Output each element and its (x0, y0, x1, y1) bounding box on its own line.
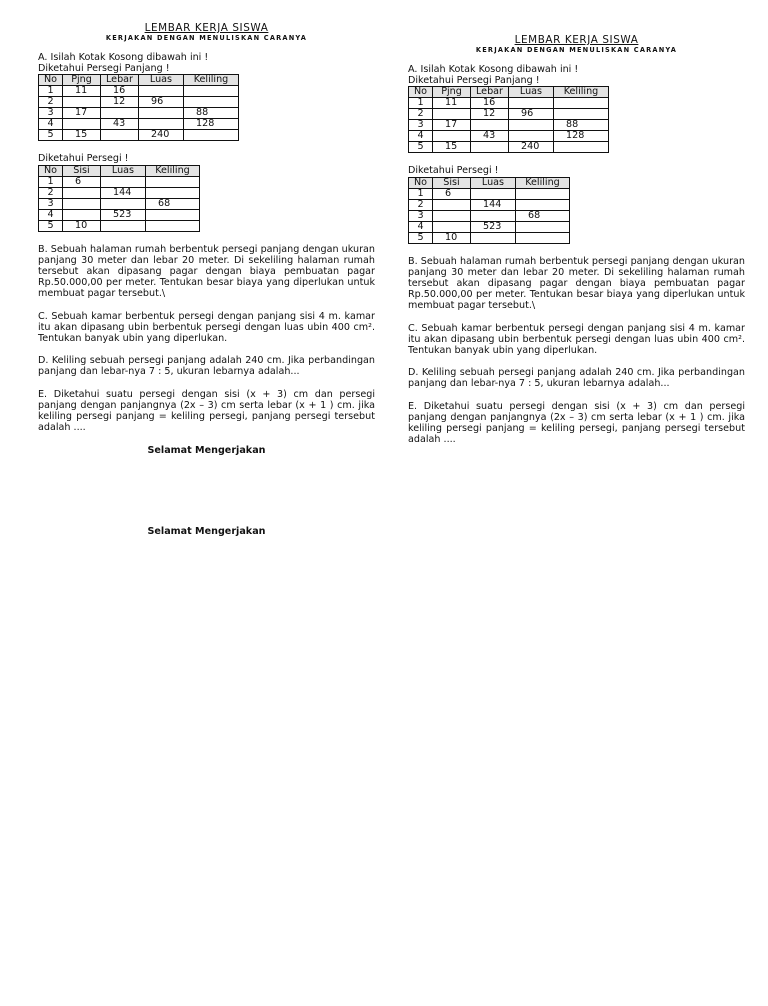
problem-d: D. Keliling sebuah persegi panjang adalah 240 cm. Jika perbandingan panjang dan lebar-nya 7 : 5, ukuran lebarnya adalah... (408, 367, 745, 390)
table-cell: 5 (39, 220, 63, 231)
table-header-cell: No (409, 177, 433, 188)
table-cell: 144 (101, 187, 146, 198)
table-cell: 2 (409, 199, 433, 210)
square-heading: Diketahui Persegi ! (38, 153, 129, 165)
table-header-cell: No (39, 75, 63, 86)
table-cell: 5 (409, 142, 433, 153)
table-header-cell: Keliling (146, 165, 200, 176)
table-cell: 10 (433, 232, 471, 243)
table-header-cell: Luas (101, 165, 146, 176)
table-cell: 523 (471, 221, 516, 232)
table-cell: 17 (63, 108, 101, 119)
table-cell: 240 (509, 142, 554, 153)
table-row (39, 119, 239, 130)
table-cell: 11 (63, 86, 101, 97)
problem-e: E. Diketahui suatu persegi dengan sisi (x + 3) cm dan persegi panjang dengan panjangnya (2x – 3) cm serta lebar (x + 1 ) cm. jika keliling persegi panjang = keliling persegi, panjang persegi tersebut adalah .... (408, 400, 745, 446)
table-cell (139, 119, 184, 130)
table-cell (63, 97, 101, 108)
table-cell (101, 176, 146, 187)
table-cell: 2 (39, 97, 63, 108)
table-row (409, 210, 570, 221)
worksheet-title: LEMBAR KERJA SISWA (144, 22, 269, 34)
table-header-cell: No (409, 87, 433, 98)
rectangle-heading: Diketahui Persegi Panjang ! (38, 63, 170, 75)
table-cell (139, 108, 184, 119)
table-cell (63, 119, 101, 130)
rectangle-table (38, 74, 239, 141)
table-cell: 5 (39, 130, 63, 141)
table-cell: 1 (39, 176, 63, 187)
table-cell (63, 187, 101, 198)
table-row (39, 97, 239, 108)
table-cell: 2 (409, 109, 433, 120)
table-cell (433, 131, 471, 142)
table-cell (471, 142, 509, 153)
table-cell: 5 (409, 232, 433, 243)
table-cell (146, 187, 200, 198)
table-row (409, 188, 570, 199)
table-cell (184, 86, 239, 97)
table-cell: 12 (471, 109, 509, 120)
table-cell: 43 (471, 131, 509, 142)
table-cell (433, 210, 471, 221)
table-cell: 96 (509, 109, 554, 120)
table-cell: 68 (516, 210, 570, 221)
table-cell: 2 (39, 187, 63, 198)
table-row (409, 142, 609, 153)
table-cell: 96 (139, 97, 184, 108)
table-cell (146, 220, 200, 231)
table-cell: 17 (433, 120, 471, 131)
table-header-cell: Lebar (471, 87, 509, 98)
table-cell: 1 (409, 188, 433, 199)
table-cell: 3 (39, 108, 63, 119)
table-cell: 68 (146, 198, 200, 209)
square-table (408, 177, 570, 244)
table-cell (516, 188, 570, 199)
problem-e: E. Diketahui suatu persegi dengan sisi (x + 3) cm dan persegi panjang dengan panjangnya (2x – 3) cm serta lebar (x + 1 ) cm. jika keliling persegi panjang = keliling persegi, panjang persegi tersebut adalah .... (38, 388, 375, 434)
table-cell: 16 (471, 98, 509, 109)
table-cell: 15 (63, 130, 101, 141)
section-a-heading: A. Isilah Kotak Kosong dibawah ini ! (38, 52, 209, 63)
table-cell: 12 (101, 97, 139, 108)
worksheet-copy-left (38, 22, 375, 457)
table-cell: 4 (39, 119, 63, 130)
table-cell (433, 221, 471, 232)
table-cell (509, 120, 554, 131)
table-header-cell: No (39, 165, 63, 176)
table-row (409, 120, 609, 131)
table-row (39, 130, 239, 141)
table-cell (63, 209, 101, 220)
worksheet-title: LEMBAR KERJA SISWA (514, 34, 639, 46)
table-row (39, 108, 239, 119)
table-header-cell: Keliling (554, 87, 609, 98)
table-header-cell: Luas (139, 75, 184, 86)
table-row (39, 220, 200, 231)
table-cell: 3 (409, 210, 433, 221)
table-cell (139, 86, 184, 97)
table-cell (516, 232, 570, 243)
table-cell (509, 98, 554, 109)
table-cell (471, 210, 516, 221)
table-cell: 144 (471, 199, 516, 210)
table-cell: 128 (184, 119, 239, 130)
table-row (39, 86, 239, 97)
table-cell (63, 198, 101, 209)
table-row (409, 221, 570, 232)
table-cell: 3 (409, 120, 433, 131)
problem-c: C. Sebuah kamar berbentuk persegi dengan panjang sisi 4 m. kamar itu akan dipasang ubin berbentuk persegi dengan luas ubin 400 cm². Tentukan banyak ubin yang diperlukan. (408, 322, 745, 357)
table-cell (101, 108, 139, 119)
table-cell: 43 (101, 119, 139, 130)
table-header-cell: Luas (509, 87, 554, 98)
table-row (409, 232, 570, 243)
table-cell (554, 142, 609, 153)
table-cell (471, 232, 516, 243)
table-cell: 523 (101, 209, 146, 220)
rectangle-heading: Diketahui Persegi Panjang ! (408, 75, 540, 87)
table-header-cell: Pjng (63, 75, 101, 86)
table-cell: 88 (184, 108, 239, 119)
table-cell (433, 109, 471, 120)
worksheet-subtitle: KERJAKAN DENGAN MENULISKAN CARANYA (105, 34, 308, 42)
square-heading: Diketahui Persegi ! (408, 165, 499, 177)
table-cell: 6 (63, 176, 101, 187)
table-header-cell: Pjng (433, 87, 471, 98)
table-header-cell: Keliling (516, 177, 570, 188)
table-row (39, 176, 200, 187)
worksheet-copy-right (408, 34, 745, 445)
table-row (39, 187, 200, 198)
closing-text-repeat: Selamat Mengerjakan (147, 526, 266, 537)
table-cell: 4 (409, 131, 433, 142)
table-cell (184, 97, 239, 108)
table-row (409, 98, 609, 109)
table-cell: 1 (39, 86, 63, 97)
table-header-cell: Keliling (184, 75, 239, 86)
table-cell: 3 (39, 198, 63, 209)
table-cell (184, 130, 239, 141)
worksheet-subtitle: KERJAKAN DENGAN MENULISKAN CARANYA (475, 46, 678, 54)
table-cell (554, 98, 609, 109)
table-header-cell: Sisi (63, 165, 101, 176)
problem-c: C. Sebuah kamar berbentuk persegi dengan panjang sisi 4 m. kamar itu akan dipasang ubin berbentuk persegi dengan luas ubin 400 cm². Tentukan banyak ubin yang diperlukan. (38, 310, 375, 345)
table-cell: 10 (63, 220, 101, 231)
table-cell (516, 199, 570, 210)
table-header-cell: Lebar (101, 75, 139, 86)
table-cell: 15 (433, 142, 471, 153)
table-cell (146, 209, 200, 220)
table-row (409, 199, 570, 210)
table-cell (433, 199, 471, 210)
table-row (39, 209, 200, 220)
table-cell (101, 130, 139, 141)
table-cell (101, 220, 146, 231)
table-header-cell: Luas (471, 177, 516, 188)
table-row (39, 198, 200, 209)
table-header-cell: Sisi (433, 177, 471, 188)
table-cell: 16 (101, 86, 139, 97)
square-table (38, 165, 200, 232)
table-cell: 240 (139, 130, 184, 141)
table-row (409, 109, 609, 120)
problem-b: B. Sebuah halaman rumah berbentuk persegi panjang dengan ukuran panjang 30 meter dan lebar 20 meter. Di sekeliling halaman rumah tersebut akan dipasang pagar dengan biaya pembuatan pagar Rp.50.000,00 per meter. Tentukan besar biaya yang diperlukan untuk membuat pagar tersebut.\ (408, 255, 745, 312)
table-cell (509, 131, 554, 142)
table-cell: 4 (409, 221, 433, 232)
table-cell: 6 (433, 188, 471, 199)
rectangle-table (408, 86, 609, 153)
table-cell (516, 221, 570, 232)
problem-b: B. Sebuah halaman rumah berbentuk persegi panjang dengan ukuran panjang 30 meter dan lebar 20 meter. Di sekeliling halaman rumah tersebut akan dipasang pagar dengan biaya pembuatan pagar Rp.50.000,00 per meter. Tentukan besar biaya yang diperlukan untuk membuat pagar tersebut.\ (38, 243, 375, 300)
table-cell (101, 198, 146, 209)
closing-text: Selamat Mengerjakan (147, 445, 266, 457)
table-cell: 11 (433, 98, 471, 109)
table-cell (471, 188, 516, 199)
table-cell: 128 (554, 131, 609, 142)
problem-d: D. Keliling sebuah persegi panjang adalah 240 cm. Jika perbandingan panjang dan lebar-nya 7 : 5, ukuran lebarnya adalah... (38, 355, 375, 378)
table-cell (146, 176, 200, 187)
table-cell: 4 (39, 209, 63, 220)
table-cell (471, 120, 509, 131)
section-a-heading: A. Isilah Kotak Kosong dibawah ini ! (408, 64, 579, 75)
table-cell (554, 109, 609, 120)
table-row (409, 131, 609, 142)
table-cell: 1 (409, 98, 433, 109)
table-cell: 88 (554, 120, 609, 131)
